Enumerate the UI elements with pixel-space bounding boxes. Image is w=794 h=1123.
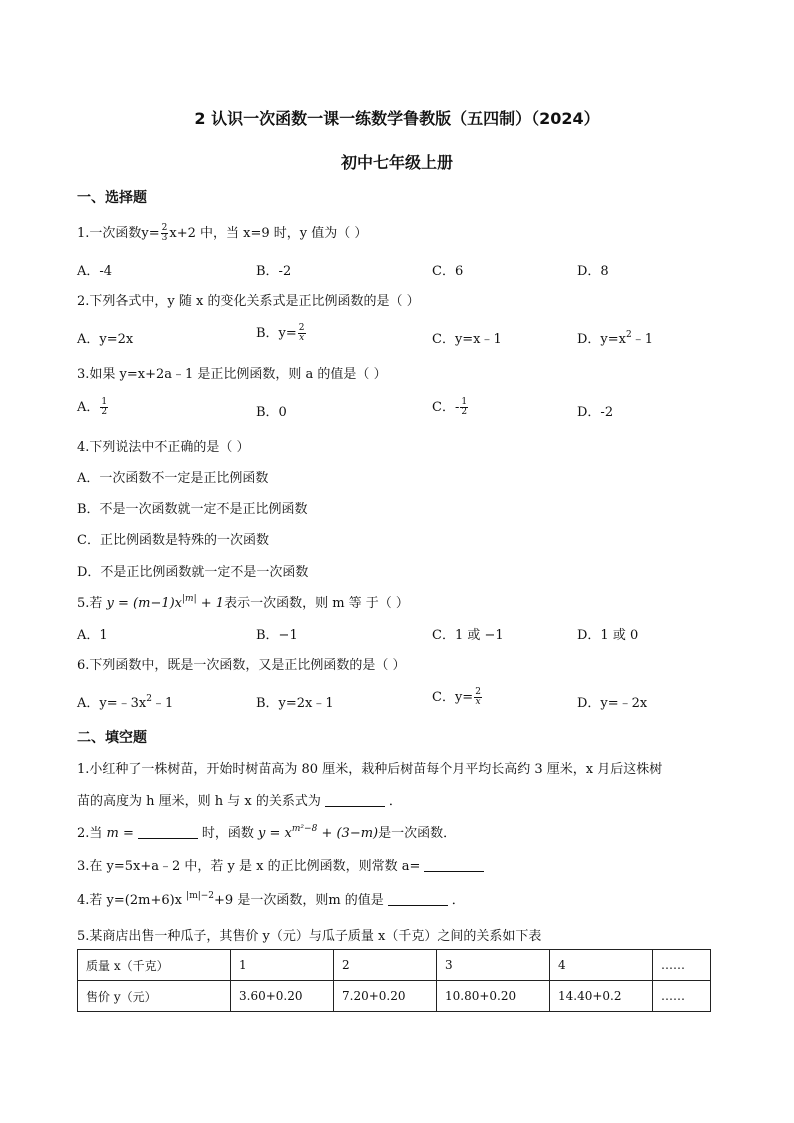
question-text: 2.当 <box>77 826 107 841</box>
q6-option-b: B．y=2x﹣1 <box>256 696 334 711</box>
fill-question-1-line2 <box>77 790 402 809</box>
question-text: ． <box>451 893 465 908</box>
q3-option-c <box>432 396 469 417</box>
q6-option-a <box>77 692 173 711</box>
q1-option-a: A．-4 <box>77 264 113 279</box>
q5-option-b: B．−1 <box>256 628 298 643</box>
table-cell: …… <box>653 981 711 1012</box>
answer-blank[interactable] <box>388 893 448 906</box>
question-6: 6.下列函数中，既是一次函数，又是正比例函数的是（ ） <box>77 658 406 673</box>
q2-option-d <box>577 328 653 347</box>
q1-option-c: C．6 <box>432 264 464 279</box>
question-text: 苗的高度为 h 厘米，则 h 与 x 的关系式为 <box>77 794 321 809</box>
q5-prefix: 5.若 <box>77 596 107 611</box>
table-cell: 10.80+0.20 <box>437 981 550 1012</box>
formula: y = x <box>258 826 292 841</box>
question-text: 3.在 y=5x+a﹣2 中，若 y 是 x 的正比例函数，则常数 a= <box>77 859 421 874</box>
section-fill-heading: 二、填空题 <box>77 730 147 746</box>
denominator: x <box>299 333 305 343</box>
option-text: B．y= <box>256 326 297 341</box>
answer-blank[interactable] <box>424 859 484 872</box>
q1-prefix: 1.一次函数y= <box>77 226 160 241</box>
question-4: 4.下列说法中不正确的是（ ） <box>77 440 250 455</box>
q3-option-a <box>77 396 109 417</box>
fill-question-2 <box>77 822 456 841</box>
q4-option-b: B．不是一次函数就一定不是正比例函数 <box>77 502 308 517</box>
numerator: 1 <box>461 397 468 407</box>
table-cell: 售价 y（元） <box>78 981 231 1012</box>
answer-blank[interactable] <box>325 794 385 807</box>
option-text: A． <box>77 400 100 415</box>
q4-option-a: A．一次函数不一定是正比例函数 <box>77 471 269 486</box>
fraction <box>474 688 482 707</box>
q6-option-c <box>432 686 483 707</box>
denominator: 2 <box>461 407 468 417</box>
q5-option-c: C．1 或 −1 <box>432 628 504 643</box>
q1-option-b: B．-2 <box>256 264 292 279</box>
question-text: ． <box>388 794 402 809</box>
option-text: ﹣1 <box>631 332 654 347</box>
q5-formula-tail: + 1 <box>196 596 225 611</box>
option-text: C．- <box>432 400 460 415</box>
question-5 <box>77 592 409 611</box>
numerator: 2 <box>161 223 168 233</box>
exponent: m²−8 <box>291 824 318 834</box>
table-cell: 7.20+0.20 <box>334 981 437 1012</box>
fraction <box>460 398 468 417</box>
question-text: 4.若 y=(2m+6)x <box>77 893 187 908</box>
option-text: A．y=﹣3x <box>77 696 147 711</box>
section-choice-heading: 一、选择题 <box>77 190 147 206</box>
price-table <box>77 949 711 1012</box>
denominator: 3 <box>161 233 168 243</box>
exponent: |m| <box>182 594 197 604</box>
table-row <box>78 950 711 981</box>
q6-option-d: D．y=﹣2x <box>577 696 648 711</box>
question-1 <box>77 222 367 243</box>
fill-question-3 <box>77 855 488 874</box>
q1-suffix: x+2 中，当 x=9 时，y 值为（ ） <box>169 226 368 241</box>
option-text: ﹣1 <box>151 696 174 711</box>
q5-formula: y = (m−1)x <box>106 596 183 611</box>
q2-option-b <box>256 322 307 343</box>
table-cell: 4 <box>550 950 653 981</box>
q3-option-b: B．0 <box>256 405 287 420</box>
exponent: 2 <box>626 330 632 340</box>
table-row <box>78 981 711 1012</box>
question-2: 2.下列各式中，y 随 x 的变化关系式是正比例函数的是（ ） <box>77 294 420 309</box>
table-cell: 14.40+0.2 <box>550 981 653 1012</box>
q5-option-a: A．1 <box>77 628 108 643</box>
question-text: 时，函数 <box>201 826 259 841</box>
option-text: C．y= <box>432 690 474 705</box>
exponent: |m|−2 <box>186 891 215 901</box>
table-cell: 3 <box>437 950 550 981</box>
fraction <box>298 324 306 343</box>
q5-option-d: D．1 或 0 <box>577 628 639 643</box>
q4-option-c: C．正比例函数是特殊的一次函数 <box>77 533 269 548</box>
table-cell: 1 <box>231 950 334 981</box>
fill-question-5: 5.某商店出售一种瓜子，其售价 y（元）与瓜子质量 x（千克）之间的关系如下表 <box>77 929 542 944</box>
page-subtitle: 初中七年级上册 <box>340 153 453 172</box>
q2-option-a: A．y=2x <box>77 332 134 347</box>
numerator: 2 <box>298 323 305 333</box>
q5-suffix: 表示一次函数，则 m 等 于（ ） <box>224 596 409 611</box>
fill-question-1-line1: 1.小红种了一株树苗，开始时树苗高为 80 厘米，栽种后树苗每个月平均长高约 3 厘米，x 月后这株树 <box>77 762 663 777</box>
question-text: +9 是一次函数，则m 的值是 <box>214 893 384 908</box>
option-text: D．y=x <box>577 332 626 347</box>
denominator: x <box>475 697 481 707</box>
question-text: 是一次函数． <box>378 826 457 841</box>
denominator: 2 <box>101 407 108 417</box>
numerator: 1 <box>101 397 108 407</box>
table-cell: 质量 x（千克） <box>78 950 231 981</box>
formula-tail: + (3−m) <box>317 826 379 841</box>
q4-option-d: D．不是正比例函数就一定不是一次函数 <box>77 565 309 580</box>
fraction <box>161 224 169 243</box>
numerator: 2 <box>475 687 481 697</box>
q3-option-d: D．-2 <box>577 405 614 420</box>
fraction <box>100 398 108 417</box>
page-title: 2 认识一次函数一课一练数学鲁教版（五四制）（2024） <box>194 109 600 128</box>
q2-option-c: C．y=x﹣1 <box>432 332 502 347</box>
formula: m = <box>106 826 134 841</box>
fill-question-4 <box>77 889 465 908</box>
table-cell: 3.60+0.20 <box>231 981 334 1012</box>
question-3: 3.如果 y=x+2a﹣1 是正比例函数，则 a 的值是（ ） <box>77 367 387 382</box>
q1-option-d: D．8 <box>577 264 609 279</box>
table-cell: 2 <box>334 950 437 981</box>
exponent: 2 <box>146 694 152 704</box>
table-cell: …… <box>653 950 711 981</box>
answer-blank[interactable] <box>138 826 198 839</box>
